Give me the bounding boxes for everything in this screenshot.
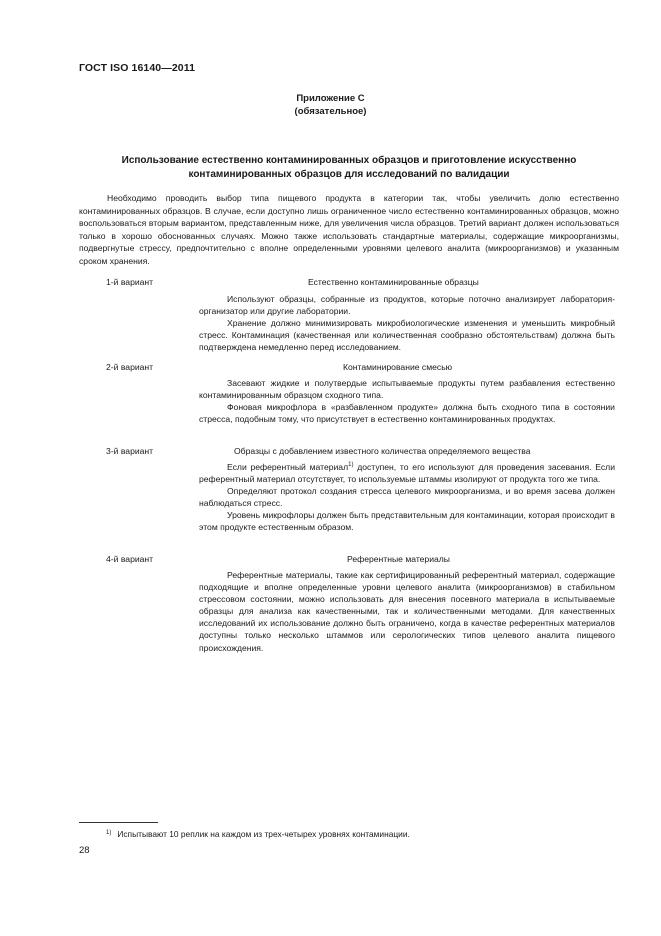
variant-1-label: 1-й вариант [106, 277, 154, 287]
variant-1-body [199, 293, 615, 353]
variant-1-title: Естественно контаминированные образцы [308, 277, 479, 287]
variant-3-text: Если референтный материал [227, 462, 349, 472]
variant-2-paragraph: Засевают жидкие и полутвердые испытываемые продукты путем разбавления естественно контаминированным образцом сходного типа. [199, 378, 615, 401]
variant-3-paragraph [199, 461, 615, 485]
variant-3-text: доступен, то его используют для проведения засевания. Если референтный материал отсутствует, то используемые штаммы изолируют от продукта того же типа. [199, 462, 615, 485]
footnote-mark: 1) [106, 830, 112, 836]
appendix-title: Приложение С [296, 93, 365, 104]
variant-2-body [199, 377, 615, 425]
variant-1-paragraph: Используют образцы, собранные из продуктов, которые поточно анализирует лаборатория-организатор или другие лаборатории. [199, 294, 615, 317]
footnote-separator [79, 822, 158, 823]
page-number: 28 [79, 845, 90, 856]
variant-3-body [199, 461, 615, 534]
variant-2-label: 2-й вариант [106, 362, 154, 372]
variant-4-paragraph: Референтные материалы, такие как сертифицированный референтный материал, содержащие подходящие и вполне определенные уровни целевого аналита (микроорганизмов) в стабильном стрессовом состоянии, можно использовать для внесения посевного материала в испытываемые образцы для анализа как качественными, так и количественными методами. Для качественных исследований их использование должно быть ограничено, когда в качестве референтных материалов доступны только несколько штаммов или серологических типов целевого аналита пищевого происхождения. [199, 570, 615, 653]
variant-4-body [199, 569, 615, 654]
section-title [79, 154, 619, 181]
variant-4-title: Референтные материалы [347, 554, 450, 564]
variant-4-label: 4-й вариант [106, 554, 154, 564]
variant-3-paragraph: Уровень микрофлоры должен быть представительным для контаминации, которая происходит в этом продукте естественным образом. [199, 510, 615, 533]
intro-paragraph: Необходимо проводить выбор типа пищевого продукта в категории так, чтобы увеличить долю естественно контаминированных образцов. В случае, если доступно лишь ограниченное число естественно контаминированных образцов, можно воспользоваться вторым вариантом, представленным ниже, для увеличения числа образцов. Третий вариант должен использоваться только в хорошо обоснованных случаях. Можно также использовать стандартные материалы, содержащие микроорганизмы, подвергнутые стрессу, предпочтительно с вполне определенными уровнями целевого аналита (микроорганизмов) и указанным сроком хранения. [79, 193, 619, 266]
appendix-status: (обязательное) [294, 106, 367, 117]
standard-header: ГОСТ ISO 16140—2011 [79, 62, 196, 74]
variant-3-title: Образцы с добавлением известного количества определяемого вещества [234, 446, 531, 456]
footnote [106, 829, 410, 839]
intro-text [79, 192, 619, 268]
variant-3-paragraph: Определяют протокол создания стресса целевого микроорганизма, и во время засева должен наблюдаться стресс. [199, 486, 615, 509]
section-title-line2: контаминированных образцов для исследований по валидации [188, 168, 510, 180]
section-title-line1: Использование естественно контаминированных образцов и приготовление искусственно [121, 155, 577, 166]
footnote-text: Испытывают 10 реплик на каждом из трех-четырех уровнях контаминации. [117, 829, 410, 839]
variant-2-paragraph: Фоновая микрофлора в «разбавленном продукте» должна быть сходного типа в состоянии стресса, подобным тому, что присутствует в естественно контаминированных продуктах. [199, 402, 615, 425]
variant-2-title: Контаминирование смесью [343, 362, 453, 372]
variant-3-label: 3-й вариант [106, 446, 154, 456]
variant-1-paragraph: Хранение должно минимизировать микробиологические изменения и уменьшить микробный стресс. Контаминация (качественная или количественная сообразно обстоятельствам) должна быть подтверждена немедленно перед исследованием. [199, 318, 615, 353]
footnote-reference: 1) [348, 462, 354, 468]
